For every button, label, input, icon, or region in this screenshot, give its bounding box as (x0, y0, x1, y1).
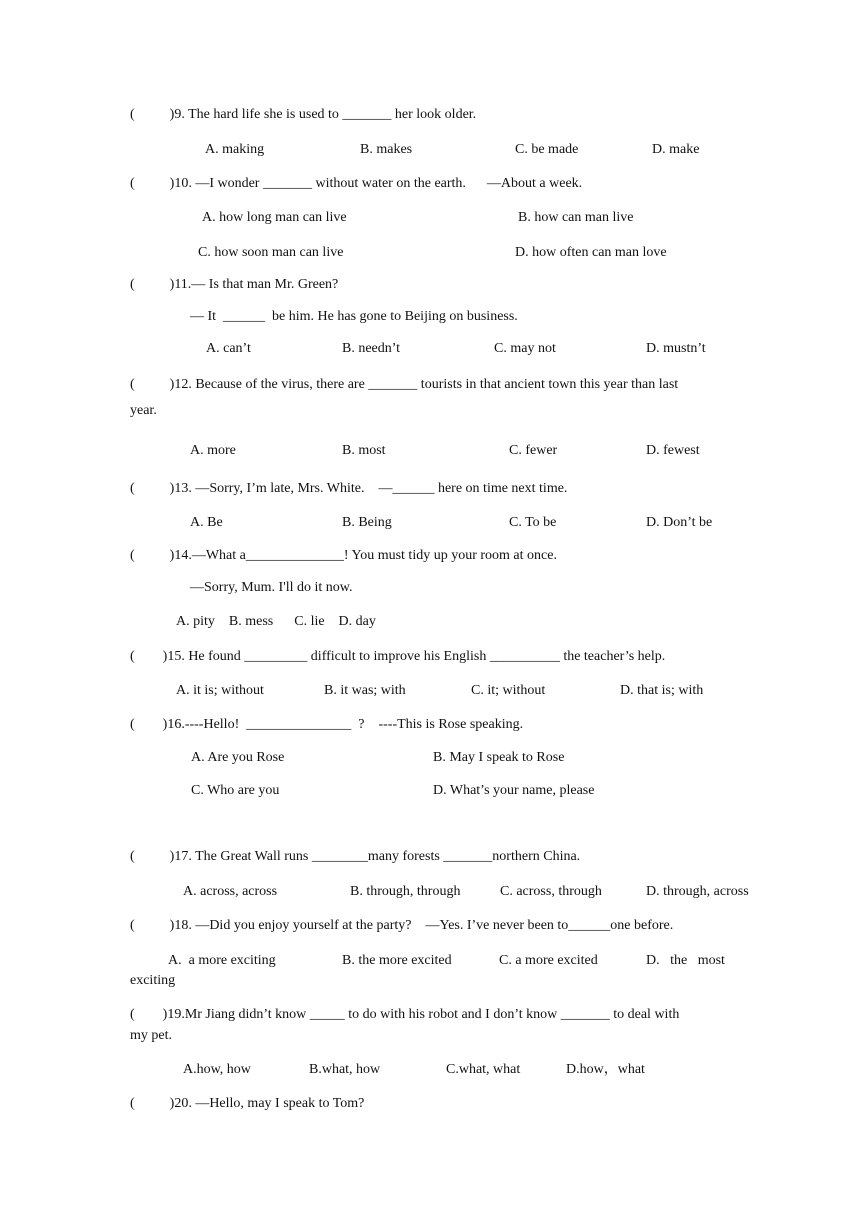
question-14-line2: —Sorry, Mum. I'll do it now. (190, 580, 353, 595)
q12-option-c: C. fewer (509, 443, 558, 458)
q18-option-a: A. a more exciting (168, 953, 276, 968)
q9-option-b: B. makes (360, 142, 413, 157)
q16-option-c: C. Who are you (191, 783, 280, 798)
q11-option-d: D. mustn’t (646, 341, 706, 356)
q19-option-d: D.how，what (566, 1062, 645, 1077)
q12-option-b: B. most (342, 443, 386, 458)
question-17-stem: ( )17. The Great Wall runs ________many forests _______northern China. (130, 849, 581, 864)
question-19-continuation: my pet. (130, 1028, 172, 1043)
q17-option-a: A. across, across (183, 884, 278, 899)
q13-option-c: C. To be (509, 515, 557, 530)
q15-option-d: D. that is; with (620, 683, 704, 698)
q10-option-a: A. how long man can live (202, 210, 347, 225)
q19-option-b: B.what, how (309, 1062, 381, 1077)
question-14-stem: ( )14.—What a______________! You must tidy up your room at once. (130, 548, 557, 563)
q13-option-a: A. Be (190, 515, 223, 530)
q10-option-d: D. how often can man love (515, 245, 667, 260)
q18-option-c: C. a more excited (499, 953, 598, 968)
q17-option-c: C. across, through (500, 884, 602, 899)
question-9-stem: ( )9. The hard life she is used to _______ her look older. (130, 107, 477, 122)
question-12-continuation: year. (130, 403, 157, 418)
question-13-stem: ( )13. —Sorry, I’m late, Mrs. White. —______ here on time next time. (130, 481, 568, 496)
q10-option-c: C. how soon man can live (198, 245, 344, 260)
question-10-stem: ( )10. —I wonder _______ without water on the earth. —About a week. (130, 176, 583, 191)
q19-option-c: C.what, what (446, 1062, 521, 1077)
q9-option-c: C. be made (515, 142, 579, 157)
q11-option-b: B. needn’t (342, 341, 401, 356)
q11-option-c: C. may not (494, 341, 556, 356)
question-18-stem: ( )18. —Did you enjoy yourself at the party? —Yes. I’ve never been to______one before. (130, 918, 674, 933)
q13-option-b: B. Being (342, 515, 392, 530)
question-19-stem: ( )19.Mr Jiang didn’t know _____ to do with his robot and I don’t know _______ to deal with (130, 1007, 680, 1022)
q9-option-d: D. make (652, 142, 700, 157)
q19-option-a: A.how, how (183, 1062, 251, 1077)
question-16-stem: ( )16.----Hello! _______________ ? ----This is Rose speaking. (130, 717, 524, 732)
question-20-stem: ( )20. —Hello, may I speak to Tom? (130, 1096, 365, 1111)
q16-option-d: D. What’s your name, please (433, 783, 595, 798)
q17-option-b: B. through, through (350, 884, 461, 899)
q14-options: A. pity B. mess C. lie D. day (176, 614, 376, 629)
q15-option-b: B. it was; with (324, 683, 406, 698)
q12-option-a: A. more (190, 443, 236, 458)
q16-option-b: B. May I speak to Rose (433, 750, 565, 765)
q15-option-a: A. it is; without (176, 683, 264, 698)
q12-option-d: D. fewest (646, 443, 700, 458)
q18-option-d-continuation: exciting (130, 973, 176, 988)
q15-option-c: C. it; without (471, 683, 546, 698)
q10-option-b: B. how can man live (518, 210, 634, 225)
q11-option-a: A. can’t (206, 341, 251, 356)
q17-option-d: D. through, across (646, 884, 749, 899)
question-15-stem: ( )15. He found _________ difficult to improve his English __________ the teacher’s help. (130, 649, 666, 664)
question-11-stem: ( )11.— Is that man Mr. Green? (130, 277, 339, 292)
q13-option-d: D. Don’t be (646, 515, 713, 530)
q16-option-a: A. Are you Rose (191, 750, 285, 765)
q18-option-d: D. the most (646, 953, 725, 968)
question-12-stem: ( )12. Because of the virus, there are _______ tourists in that ancient town this year than last (130, 377, 679, 392)
question-11-line2: — It ______ be him. He has gone to Beijing on business. (190, 309, 518, 324)
q9-option-a: A. making (205, 142, 265, 157)
q18-option-b: B. the more excited (342, 953, 452, 968)
